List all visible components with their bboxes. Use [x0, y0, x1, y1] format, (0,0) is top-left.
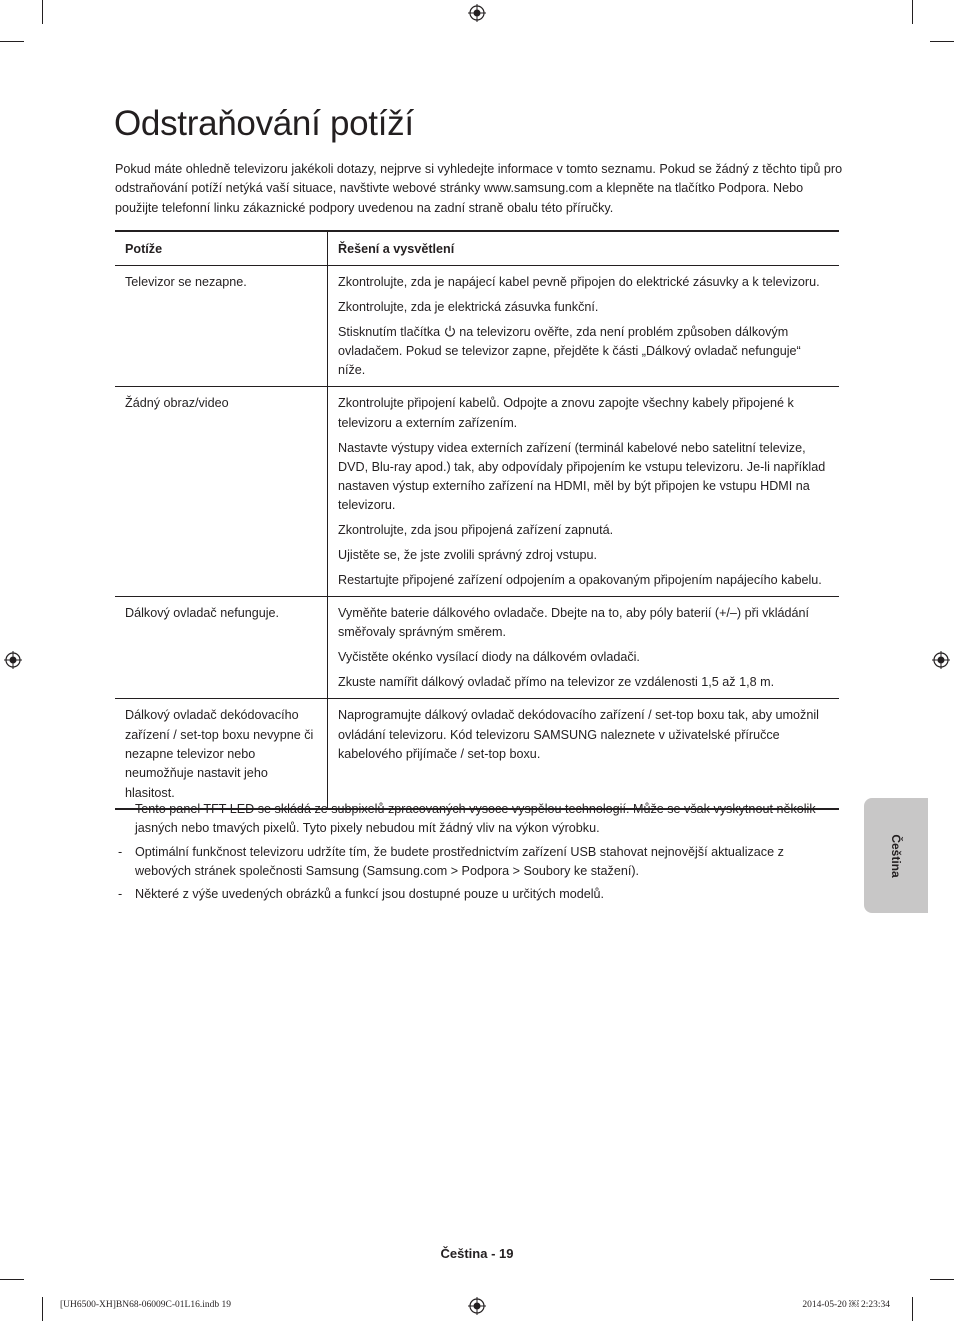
- solution-cell: [328, 266, 840, 387]
- print-slug-date: 2014-05-20 ￼ 2:23:34: [802, 1300, 890, 1310]
- dash-bullet: -: [118, 802, 123, 816]
- column-header-solution: Řešení a vysvětlení: [328, 231, 840, 266]
- solution-text: Restartujte připojené zařízení odpojením a opakovaným připojením napájecího kabelu.: [338, 572, 822, 587]
- solution-text: Vyměňte baterie dálkového ovladače. Dbejte na to, aby póly baterií (+/–) při vkládání směřovaly správným směrem.: [338, 606, 810, 640]
- dash-bullet: -: [118, 844, 123, 859]
- solution-text: Zkontrolujte připojení kabelů. Odpojte a znovu zapojte všechny kabely připojené k televizoru a externím zařízením.: [338, 396, 794, 430]
- power-icon: [444, 325, 456, 337]
- list-item: [115, 843, 835, 882]
- notes-list: [115, 800, 835, 908]
- page-number: Čeština - 19: [440, 1246, 514, 1261]
- note-text: Tento panel TFT LED se skládá ze subpixelů zpracovaných vysoce vyspělou technologií. Může se však vyskytnout několik jasných nebo tmavých pixelů. Tyto pixely nebudou mít žádný vliv na výkon výrobku.: [135, 802, 816, 836]
- note-text: Optimální funkčnost televizoru udržíte tím, že budete prostřednictvím zařízení USB stahovat nejnovější aktualizace z webových stránek společnosti Samsung (Samsung.com > Podpora > Soubory ke stažení).: [135, 844, 784, 878]
- solution-text-part: na televizoru ověřte, zda není problém způsoben dálkovým ovladačem. Pokud se televizor zapne, přejděte k části „Dálkový ovladač nefunguje“ níže.: [338, 324, 801, 378]
- print-slug-file: [UH6500-XH]BN68-06009C-01L16.indb 19: [60, 1300, 231, 1310]
- table-header-row: [115, 231, 839, 266]
- solution-text: Nastavte výstupy videa externích zařízení (terminál kabelové nebo satelitní televize, DVD, Blu-ray apod.) tak, aby odpovídaly připojením ke vstupu televizoru. Je-li například nastaven výstup externího zařízení na HDMI, měl by být připojen ke vstupu HDMI na televizoru.: [338, 440, 826, 513]
- intro-paragraph: Pokud máte ohledně televizoru jakékoli dotazy, nejprve si vyhledejte informace v tomto seznamu. Pokud se žádný z těchto tipů pro odstraňování potíží netýká vaší situace, navštivte webové stránky www.samsung.com a klepněte na tlačítko Podpora. Nebo použijte telefonní linku zákaznické podpory uvedenou na zadní straně obalu této příručky.: [115, 162, 843, 215]
- solution-text: Vyčistěte okénko vysílací diody na dálkovém ovladači.: [338, 650, 640, 665]
- solution-text: Zkontrolujte, zda jsou připojená zařízení zapnutá.: [338, 523, 614, 538]
- crop-mark: [42, 1297, 43, 1321]
- table-row: [115, 699, 839, 809]
- solution-cell: [328, 699, 840, 809]
- troubleshooting-table: [115, 230, 839, 810]
- language-side-tab: [864, 798, 928, 913]
- table-row: [115, 266, 839, 387]
- registration-mark-icon: [4, 651, 22, 669]
- language-tab-label: Čeština: [889, 833, 903, 878]
- table-row: [115, 597, 839, 699]
- note-text: Některé z výše uvedených obrázků a funkcí jsou dostupné pouze u určitých modelů.: [135, 887, 605, 902]
- list-item: [115, 800, 835, 839]
- crop-mark: [912, 0, 913, 24]
- solution-text: Zkontrolujte, zda je napájecí kabel pevně připojen do elektrické zásuvky a k televizoru.: [338, 275, 820, 289]
- registration-mark-icon: [468, 1297, 486, 1315]
- page-title: Odstraňování potíží: [114, 104, 414, 143]
- solution-text: Ujistěte se, že jste zvolili správný zdroj vstupu.: [338, 548, 597, 563]
- table-row: [115, 387, 839, 597]
- problem-cell: Dálkový ovladač dekódovacího zařízení / set-top boxu nevypne či nezapne televizor nebo neumožňuje nastavit jeho hlasitost.: [115, 699, 328, 809]
- solution-text: Zkontrolujte, zda je elektrická zásuvka funkční.: [338, 299, 599, 314]
- problem-cell: Dálkový ovladač nefunguje.: [115, 597, 328, 699]
- crop-mark: [0, 1279, 24, 1280]
- problem-cell: Televizor se nezapne.: [115, 266, 328, 387]
- problem-cell: Žádný obraz/video: [115, 387, 328, 597]
- solution-text: Zkuste namířit dálkový ovladač přímo na televizor ze vzdálenosti 1,5 až 1,8 m.: [338, 675, 775, 690]
- list-item: [115, 885, 835, 904]
- solution-text: Naprogramujte dálkový ovladač dekódovacího zařízení / set-top boxu tak, aby umožnil ovládání televizoru. Kód televizoru SAMSUNG naleznete v uživatelské příručce kabelového přijímače / set-top boxu.: [338, 708, 819, 761]
- crop-mark: [930, 41, 954, 42]
- crop-mark: [42, 0, 43, 24]
- solution-text-part: Stisknutím tlačítka: [338, 324, 441, 339]
- solution-cell: [328, 387, 840, 597]
- crop-mark: [0, 41, 24, 42]
- registration-mark-icon: [468, 4, 486, 22]
- crop-mark: [912, 1297, 913, 1321]
- registration-mark-icon: [932, 651, 950, 669]
- dash-bullet: -: [118, 887, 123, 902]
- column-header-problem: Potíže: [115, 231, 328, 266]
- solution-text: [338, 323, 830, 381]
- solution-cell: [328, 597, 840, 699]
- crop-mark: [930, 1279, 954, 1280]
